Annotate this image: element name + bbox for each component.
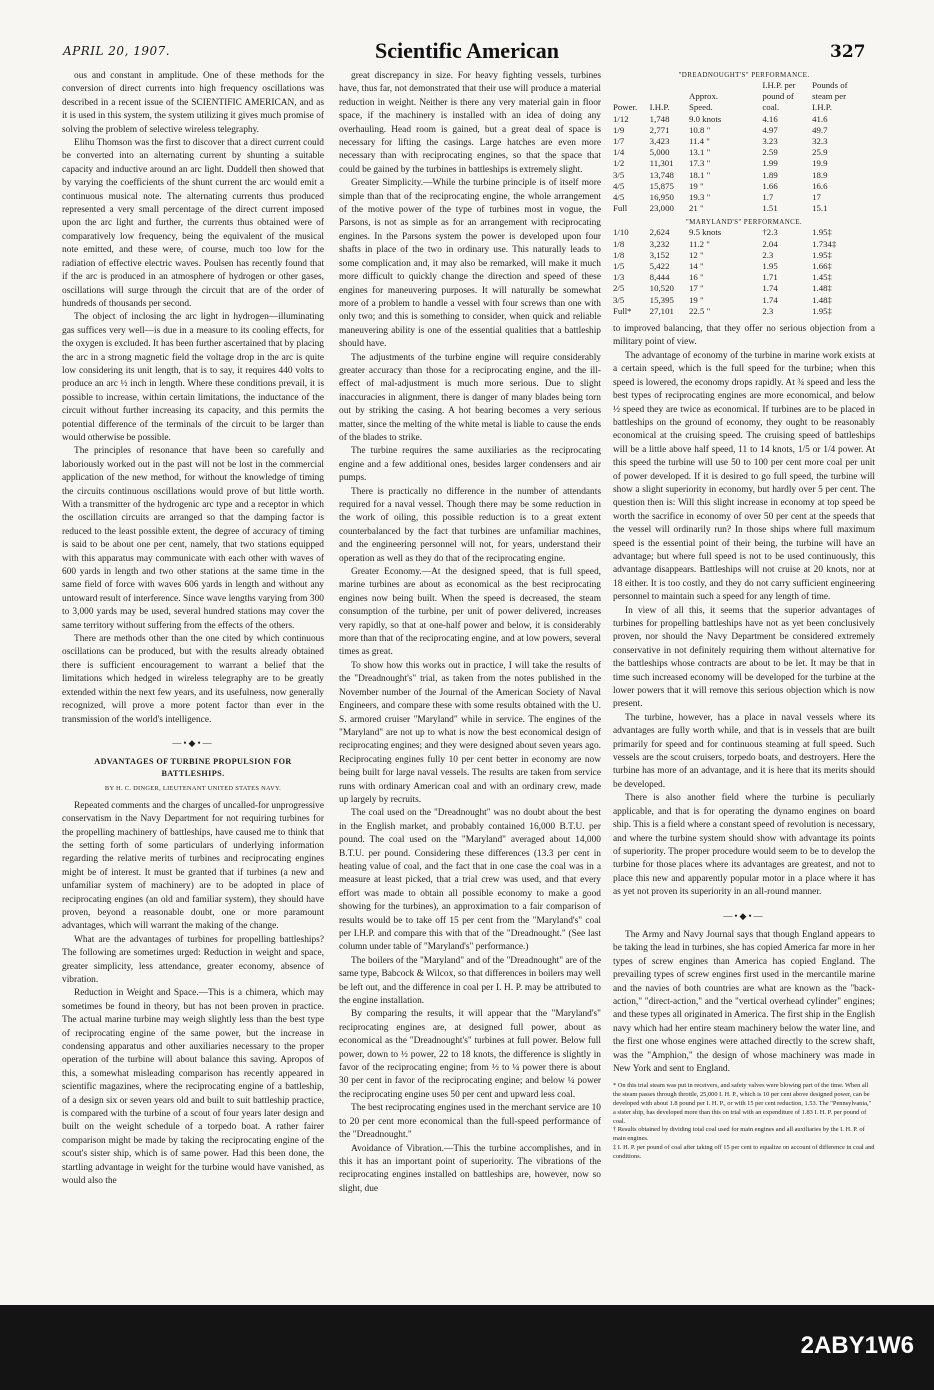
- table-cell: 12 ": [688, 249, 704, 260]
- table-cell: 1/8: [613, 238, 625, 249]
- table-cell: 10.8 ": [688, 124, 711, 135]
- table-cell: 1.71: [762, 272, 778, 283]
- table-cell: 9.0 knots: [688, 113, 722, 124]
- table-cell: 1.45‡: [812, 272, 832, 283]
- paragraph: In view of all this, it seems that the superior advantages of turbines for propelling battleships have not as yet been conclusively proven, nor should the Navy Department be considered extremely conservative in not definitely requiring them without alternative for the battleships whose contracts are about to be let. It may be that in time such increased economy will be developed for the turbine at the lower powers that it will remove this serious objection which is now present.: [613, 605, 875, 710]
- table-row: [613, 272, 875, 283]
- table-row: [613, 170, 875, 181]
- masthead-title: Scientific American: [375, 38, 559, 63]
- paragraph: The principles of resonance that have been so carefully and laboriously worked out in the past will not be lost in the commercial application of the new method, for without the knowledge of timing the circuits continuous oscillations would prove of but little worth. With a transmitter of the hydrogenic arc type and a receptor in which the oscillation circuits are arranged so that the damping factor is reduced to the least possible extent, the degree of accuracy of timing is said to be about one per cent, namely, that two stations equipped with this apparatus may communicate with each other with waves of 600 yards in length and two other stations at the same time in the same field of force with waves 606 yards in length and without any untoward result of interference. Since wave lengths varying from 300 to 3,000 yards may be used, several hundred stations may cover the same territory without suffering from the effects of the others.: [62, 446, 324, 631]
- table-header-row: [613, 102, 875, 113]
- footnote: † Results obtained by dividing total coal used for main engines and all auxiliaries by the I. H. P. of main engines.: [613, 1126, 865, 1143]
- paragraph: By comparing the results, it will appear that the "Maryland's" reciprocating engines are, at designed full power, about as economical as the "Dreadnought's" turbines at full power. Below full power, down to ½ power, 22 to 18 knots, the difference is slightly in favor of the reciprocating engine; from ½ to ¼ power there is about 30 per cent in favor of the reciprocating engine; and below ¼ power the reciprocating engine uses 50 per cent and upward less coal.: [339, 1009, 601, 1100]
- table-cell: 23,000: [649, 203, 674, 214]
- table-row: [613, 181, 875, 192]
- table-cell: 1.95: [762, 261, 778, 272]
- table-cell: 13.1 ": [688, 147, 711, 158]
- maryland-performance-table: [613, 227, 875, 317]
- table-header-cell: [650, 80, 689, 91]
- table-cell: 3,152: [649, 249, 670, 260]
- table-cell: 19.3 ": [688, 192, 711, 203]
- table-header-row: [613, 80, 875, 91]
- table-row: [613, 147, 875, 158]
- table-cell: 1.74: [762, 283, 778, 294]
- table-cell: 1/2: [613, 158, 625, 169]
- table-cell: 1/10: [613, 227, 629, 238]
- section-divider: —•◆•—: [172, 737, 214, 748]
- table-cell: 1.66: [762, 180, 778, 191]
- table-cell: 21 ": [688, 203, 704, 214]
- table-cell: 1.95‡: [812, 227, 832, 238]
- table-cell: 2/5: [613, 283, 625, 294]
- table-cell: 27,101: [649, 305, 674, 316]
- table-row: [613, 250, 875, 261]
- paragraph: The advantage of economy of the turbine in marine work exists at a certain speed, which is the full speed for the turbine; when this speed is lowered, the economy drops rapidly. At ¾ speed and less the best types of reciprocating engines are more economical, and below ½ speed they are twice as economical. If turbines are to be placed in battleships on the ground of economy, they ought to be reasonably economical at the cruising speed. The cruising speed of battleships will be a little above half speed, 11 to 14 knots, 1/5 or 1/4 power. At this speed the turbine will use 50 to 100 per cent more coal per unit of power developed. If it is desired to go full speed, the turbine will show a slight superiority in economy, but hardly over 5 per cent. The question then is: Will this slight increase in economy at top speed be worth the sacrifice in economy of over 50 per cent at the speeds that the vessel will ordinarily run? In those ships where full maximum speed is the essential point of their being, the turbine will have an advantage; but where full speed is not to be used continuously, this advantage disappears. Battleships will not cruise at 20 knots, nor at 18 either. It is too costly, and they do not carry sufficient engineering personnel to maintain such a speed for any length of time.: [613, 350, 875, 603]
- paragraph: There is also another field where the turbine is peculiarly applicable, and that is for operating the dynamo engines on board ship. This is a field where a constant speed of revolution is necessary, and where the turbine system should show with advantage its points of superiority. The proper procedure would seem to be to develop the turbine for those places where its advantages are greatest, and not to place this new and apparently popular motor in a place where it has as yet not proven its superiority in an all-round manner.: [613, 793, 875, 898]
- table-header-cell: I.H.P.: [649, 102, 670, 113]
- paragraph: The adjustments of the turbine engine will require considerably greater accuracy than those for a reciprocating engine, and the ill-effect of mal-adjustment is much more serious. Due to slight inaccuracies in alignment, there is danger of many blades being torn out by striking the casing. A hot bearing becomes a very serious matter, since the melting of the white metal is liable to cause the ends of the blades to strike.: [339, 352, 601, 443]
- table-header-cell: [650, 91, 689, 102]
- dreadnought-table-caption: "DREADNOUGHT'S" PERFORMANCE.: [678, 71, 810, 79]
- table-header-cell: Power.: [613, 102, 638, 113]
- paragraph: The coal used on the "Dreadnought" was no doubt about the best in the English market, and probably contained 16,000 B.T.U. per pound. The coal used on the "Maryland" averaged about 14,000 B.T.U. per pound. Considering these differences (13.3 per cent in heating value of coal, and the fact that in one case the coal was in a measure at least picked, that a trial crew was used, and that every effort was made to obtain all possible economy to make a good showing for the turbines), an approximation to a fair comparison of results would be to take off 15 per cent from the "Maryland's" coal per I.H.P. and compare this with that of the "Dreadnought." (See last column under table of "Maryland's" performance.): [339, 808, 601, 953]
- table-cell: 1.7: [762, 192, 774, 203]
- table-cell: 4.97: [762, 124, 778, 135]
- table-cell: †2.3: [762, 227, 778, 238]
- table-row: [613, 136, 875, 147]
- paragraph: ous and constant in amplitude. One of these methods for the conversion of direct currents into high frequency oscillations was described in a recent issue of the SCIENTIFIC AMERICAN, and as it is used in this system, the system utilizing it gives much promise of solving the problem of selective wireless telegraphy.: [62, 71, 324, 135]
- table-header-cell: [613, 91, 650, 102]
- page-number: 327: [830, 42, 866, 62]
- paragraph: The Army and Navy Journal says that though England appears to be taking the lead in turbines, she has copied America far more in her types of screw engines than America has copied England. The prevailing types of screw engines first used in the mercantile marine and the navies of both countries are what are known as the "back-action," "direct-action," and the "vertical overhead cylinder" engines; and these types all originated in America. The first ship in the English navy which had her entire steam machinery below the water line, and the first one whose engines were attached directly to the screw shaft, was the "Amphion," the design of whose machinery was made in New York and sent to England.: [613, 929, 876, 1074]
- table-cell: 10,520: [649, 283, 674, 294]
- table-header-cell: I.H.P.: [812, 102, 832, 113]
- table-cell: 1.734‡: [812, 238, 837, 249]
- table-header-cell: [689, 80, 762, 91]
- table-cell: 1.99: [762, 158, 778, 169]
- footnote: * On this trial steam was put in receivers, and safety valves were blowing part of the time. When all the steam passes through throttle, 25,000 I. H. P., which is 10 per cent above designed power, can be developed with about 1.8 pound per I. H. P., or with 15 per cent reduction, 1.53. The "Pennsylvania," a sister ship, has developed more than this on trial with an expenditure of 1.83 I. H. P. per pound of coal.: [613, 1082, 872, 1125]
- table-row: [613, 239, 875, 250]
- table-cell: 5,000: [649, 147, 670, 158]
- table-cell: 17: [812, 192, 821, 203]
- paragraph: to improved balancing, that they offer no serious objection from a military point of view.: [613, 324, 875, 348]
- table-header-cell: Pounds of: [812, 80, 848, 90]
- maryland-table-caption: "MARYLAND'S" PERFORMANCE.: [685, 218, 803, 227]
- paragraph: What are the advantages of turbines for propelling battleships? The following are sometimes urged: Reduction in weight and space, greater simplicity, less attendance, greater economy, absence of vibration.: [62, 934, 324, 985]
- table-cell: 16 ": [688, 272, 704, 283]
- table-cell: 9.5 knots: [688, 227, 722, 238]
- table-header-cell: I.H.P. per: [762, 80, 796, 90]
- table-header-cell: pound of: [762, 91, 794, 102]
- table-cell: 2.3: [762, 305, 774, 316]
- table-cell: 1/12: [613, 113, 629, 124]
- table-cell: 1.95‡: [812, 249, 832, 260]
- table-cell: 16.6: [812, 180, 828, 191]
- table-row: [613, 295, 875, 306]
- table-row: [613, 192, 875, 203]
- paragraph: The boilers of the "Maryland" and of the "Dreadnought" are of the same type, Babcock & Wilcox, so that differences in boilers may well be left out, and the difference in coal per I. H. P. may be attributed to the engine installation.: [339, 955, 601, 1007]
- table-cell: 15,395: [649, 294, 674, 305]
- paragraph: Reduction in Weight and Space.—This is a chimera, which may sometimes be found in theory, but has not been proven in practice. The actual marine turbine may weigh slightly less than the best type of reciprocating engine of the same power, but the increase in condensing apparatus and other auxiliaries necessary to the proper operation of the turbine will about balance this saving. Apropos of this, a somewhat misleading comparison has recently appeared in scientific magazines, where the reciprocating engine of a battleship, of a design six or seven years old and built to suit battleship practice, is compared with the turbine of a scout of four years later design and built on the weight schedule of a torpedo boat. A rather fairer comparison might be made by taking the reciprocating engine of the scout's sister ship, which is of same power. Had this been done, the startling advantage in weight for the turbine would have vanished, as would also the: [62, 988, 324, 1187]
- dreadnought-performance-table: [613, 80, 875, 214]
- paragraph: The best reciprocating engines used in the merchant service are 10 to 20 per cent more economical than the full-speed performance of the "Dreadnought.": [339, 1103, 601, 1141]
- issue-date: APRIL 20, 1907.: [63, 44, 171, 58]
- article-title: ADVANTAGES OF TURBINE PROPULSION FOR BATTLESHIPS.: [94, 757, 292, 778]
- table-cell: 1.95‡: [812, 305, 832, 316]
- table-cell: 15.1: [812, 203, 828, 214]
- table-header-row: [613, 91, 875, 102]
- table-cell: 19 ": [688, 294, 704, 305]
- table-cell: 3/5: [613, 169, 625, 180]
- table-cell: 1,748: [649, 113, 670, 124]
- table-row: [613, 227, 875, 238]
- paragraph: To show how this works out in practice, I will take the results of the "Dreadnought's" trial, as taken from the notes published in the November number of the Journal of the American Society of Naval Engineers, and compare these with some results obtained with the U. S. armored cruiser "Maryland" while in service. The engines of the "Maryland" are not up to what is now the best economical design of reciprocating engines; and they were designed about seven years ago. Reciprocating engines fully 10 per cent better in economy are now being built for large naval vessels. The results are taken from service runs with ordinary American coal and with an ordinary crew, made up largely by recruits.: [339, 660, 601, 805]
- table-cell: 3.23: [762, 136, 778, 147]
- image-id: 2ABY1W6: [800, 1332, 914, 1359]
- column-right: [613, 70, 875, 1162]
- table-cell: 19.9: [812, 158, 828, 169]
- table-cell: 18.9: [812, 169, 828, 180]
- paragraph: There is practically no difference in the number of attendants required for a naval vessel. Though there may be some reduction in the work of oiling, this possible reduction is to a great extent counterbalanced by the fact that turbines are unfamiliar machines, and the engineering personnel will not, for years, understand their operation as well as they do that of the reciprocating engine.: [339, 486, 601, 564]
- footnote: ‡ I. H. P. per pound of coal after taking off 15 per cent to equalize on account of difference in coal and conditions.: [613, 1143, 875, 1160]
- paragraph: Elihu Thomson was the first to discover that a direct current could be converted into an alternating current by shunting a suitable capacity and inductive around an arc light. Duddell then showed that by varying the coefficients of the shunt current the arc would emit a continuous musical note. The alternating currents thus produced represented a very small percentage of the direct current imposed upon the arc light and further, the currents thus obtained were of comparatively low frequency, being the equivalent of the musical note emitted, and these were, of course, much too low for the radiation of effective electric waves. Poulsen has recently found that if the arc is produced in an atmosphere of hydrogen or other gases, oscillations will surge through the circuit that are of the order of hundreds of thousands per second.: [62, 138, 324, 309]
- maryland-table-body: [613, 227, 875, 317]
- table-cell: 4.16: [762, 113, 778, 124]
- table-header-cell: steam per: [812, 91, 847, 102]
- table-cell: 1/5: [613, 261, 625, 272]
- table-cell: 8,444: [649, 272, 670, 283]
- paragraph: Greater Simplicity.—While the turbine principle is of itself more simple than that of the reciprocating engine, the whole arrangement of the motive power of the type of turbines most in vogue, the Parsons, is not as simple as for an arrangement with reciprocating engines. In the Parsons system the power is developed upon four shafts in place of the two in ordinary use. This naturally leads to some complication and, it may also be remarked, will make it much more difficult to quickly change the direction and speed of these engines for maneuvering purposes. It will naturally be somewhat more of a problem to handle a vessel with four screws than one with only two; and this is something to consider, when quick and reliable maneuvering ability is one of the essential qualities that a battleship should have.: [339, 178, 601, 350]
- table-cell: 15,875: [649, 180, 674, 191]
- column-left: [62, 70, 324, 1189]
- table-cell: 11.2 ": [688, 238, 710, 249]
- table-cell: 13,748: [649, 169, 674, 180]
- table-cell: 11.4 ": [688, 136, 710, 147]
- table-cell: 32.3: [812, 136, 828, 147]
- table-cell: 1/4: [613, 147, 625, 158]
- table-cell: 2.04: [762, 238, 778, 249]
- table-cell: 2.59: [762, 147, 778, 158]
- table-cell: 22.5 ": [688, 305, 711, 316]
- table-cell: 11,301: [649, 158, 674, 169]
- table-cell: 25.9: [812, 147, 828, 158]
- table-cell: 2.3: [762, 249, 774, 260]
- paragraph: great discrepancy in size. For heavy fighting vessels, turbines have, thus far, not demonstrated that their use will produce a material reduction in weight. Neither is there any very material gain in floor space, if the machinery is installed with an idea of doing any overhauling. Head room is gained, but a great deal of space is necessary for lifting the casings. Large hatches are even more necessary than with reciprocating engines, so that the space that could be gained by the turbines in battleships is extremely slight.: [339, 71, 601, 175]
- table-cell: 1.89: [762, 169, 778, 180]
- article-byline: BY H. C. DINGER, LIEUTENANT UNITED STATES NAVY.: [104, 785, 282, 793]
- table-row: [613, 283, 875, 294]
- table-header-cell: coal.: [762, 102, 780, 113]
- table-cell: 3,423: [649, 136, 670, 147]
- paragraph: Avoidance of Vibration.—This the turbine accomplishes, and in this it has an important point of superiority. The vibrations of the reciprocating engines installed on battleships are, however, now so slight, due: [339, 1143, 601, 1194]
- table-cell: 49.7: [812, 124, 828, 135]
- table-cell: 17 ": [688, 283, 704, 294]
- table-cell: 3/5: [613, 294, 625, 305]
- footnotes: [613, 1082, 875, 1161]
- table-cell: 1/9: [613, 124, 625, 135]
- table-row: [613, 203, 875, 214]
- table-cell: 1.51: [762, 203, 778, 214]
- table-cell: 1.48‡: [812, 294, 832, 305]
- table-header-cell: Approx.: [688, 91, 719, 102]
- table-cell: 1/3: [613, 272, 625, 283]
- table-cell: 16,950: [649, 192, 674, 203]
- table-cell: 5,422: [649, 261, 670, 272]
- table-cell: 2,771: [649, 124, 670, 135]
- table-cell: Full*: [613, 305, 632, 316]
- table-row: [613, 158, 875, 169]
- table-cell: 2,624: [649, 227, 670, 238]
- table-cell: 14 ": [688, 261, 704, 272]
- table-cell: 4/5: [613, 192, 625, 203]
- table-row: [613, 261, 875, 272]
- paragraph: The object of inclosing the arc light in hydrogen—illuminating gas suffices very well—is due in a measure to its cooling effects, for the oxygen is excluded. It has been further ascertained that by placing the arc in a strong magnetic field the voltage drop in the arc is quite low considering its unit length, that is to say, it requires 440 volts to produce an arc ½ inch in length. Where these conditions prevail, it is possible to increase, within certain limitations, the inductance of the circuit without further increasing its capacity, and this permits the potential difference of the terminals of the circuit to be larger than would otherwise be possible.: [62, 312, 324, 443]
- dreadnought-table-body: [613, 114, 875, 215]
- table-cell: 1/8: [613, 249, 625, 260]
- table-cell: 19 ": [688, 180, 704, 191]
- paragraph: The turbine requires the same auxiliaries as the reciprocating engine and a few additional ones, besides larger condensers and air pumps.: [339, 446, 601, 484]
- table-header-cell: Speed.: [688, 102, 713, 113]
- table-cell: 1.74: [762, 294, 778, 305]
- table-row: [613, 114, 875, 125]
- table-cell: 1.48‡: [812, 283, 832, 294]
- table-cell: 18.1 ": [688, 169, 711, 180]
- table-cell: 41.6: [812, 113, 828, 124]
- table-cell: 1/7: [613, 136, 625, 147]
- table-cell: 4/5: [613, 180, 625, 191]
- table-row: [613, 125, 875, 136]
- table-cell: Full: [613, 203, 628, 214]
- paragraph: Greater Economy.—At the designed speed, that is full speed, marine turbines are about as economical as the best reciprocating engines now being built. When the speed is decreased, the steam consumption of the turbine, per unit of power delivered, increases very rapidly, so that at one-half power and below, it is considerably more than that of the reciprocating engine, and at low powers, several times as great.: [339, 567, 601, 658]
- paragraph: There are methods other than the one cited by which continuous oscillations can be produced, but with the results already obtained there is sufficient encouragement to warrant a belief that the limitations which hedged in wireless telegraphy are to be greatly extended within the next few years, and its usefulness, now generally recognized, will prove a more potent factor than ever in the transmission of the world's intelligence.: [62, 634, 324, 725]
- paragraph: The turbine, however, has a place in naval vessels where its advantages are fully worth while, and that is in vessels that are built primarily for speed and for continuous steaming at full speed. Such vessels are the scout cruisers, torpedo boats, and destroyers. Here the turbine has more of an advantage, and it is here that its merits should be developed.: [613, 712, 875, 790]
- table-cell: 1.66‡: [812, 261, 832, 272]
- column-middle: [339, 70, 601, 1196]
- table-row: [613, 306, 875, 317]
- table-cell: 17.3 ": [688, 158, 711, 169]
- table-header-cell: [613, 80, 650, 91]
- table-cell: 3,232: [649, 238, 670, 249]
- section-divider: —•◆•—: [723, 910, 765, 921]
- paragraph: Repeated comments and the charges of uncalled-for unprogressive conservatism in the Navy Department for not requiring turbines for the propelling machinery of battleships, have caused me to think that the setting forth of some particulars of underlying information regarding the relative merits of turbines and reciprocating engines might be of interest. It must be granted that if turbines (a new and unfamiliar system of machinery) are to be adopted in place of reciprocating engines (an old and familiar system), they should have proven, beyond a reasonable doubt, one or more paramount advantages, which will warrant the making of the change.: [62, 800, 324, 932]
